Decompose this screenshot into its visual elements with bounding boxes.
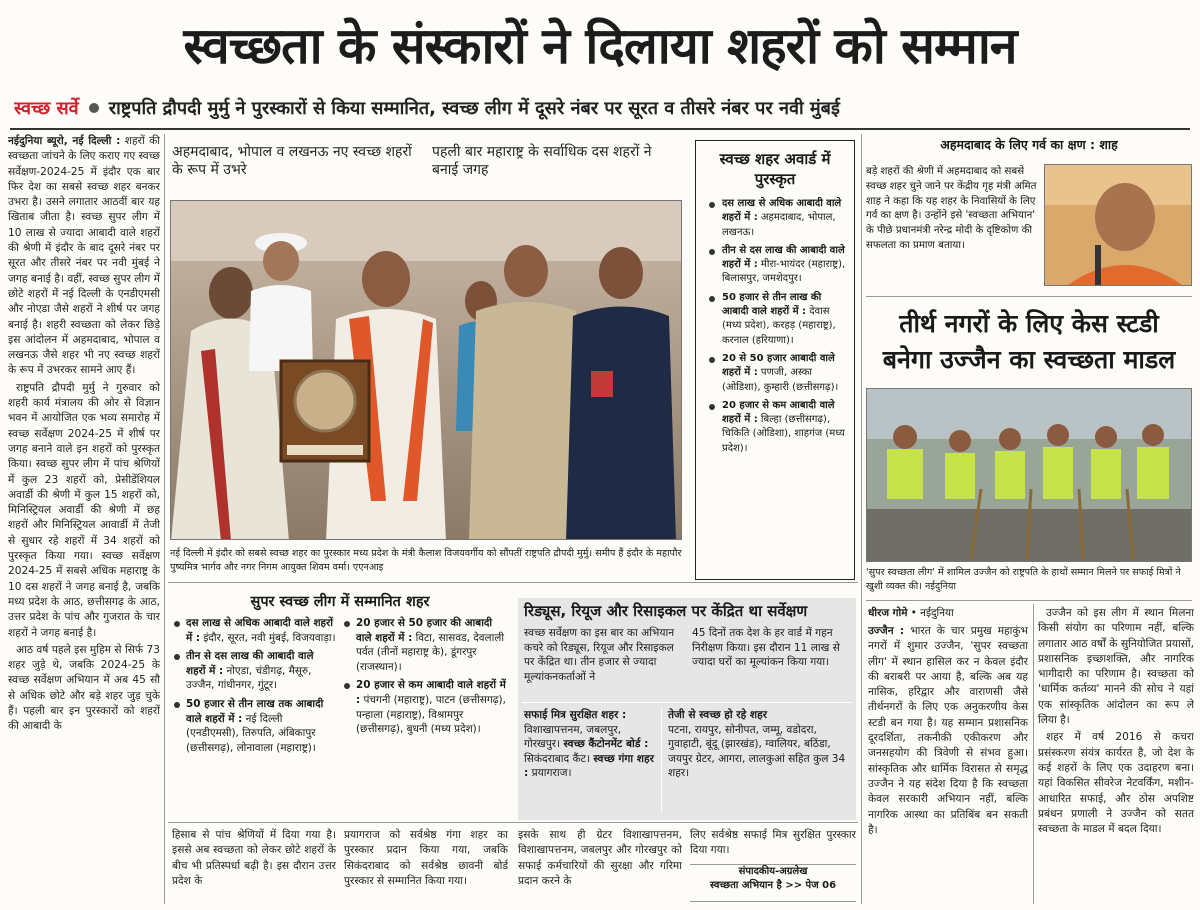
subheadline bbox=[14, 92, 1194, 126]
ujjain-byline: धीरज गोमे • नईदुनिया bbox=[868, 607, 954, 619]
list-item: 20 हजार से 50 हजार की आबादी वाले शहरों में : विटा, सासवड, देवलाली पर्वत (तीनों महाराष्ट्र के), डूंगरपुर (राजस्थान)। bbox=[342, 616, 506, 674]
section-divider bbox=[168, 582, 858, 583]
list-item: 50 हजार से तीन लाख तक आबादी वाले शहरों में : नई दिल्ली (एनडीएमसी), तिरुपति, अंबिकापुर (छत्तीसगढ़), लोनावाला (महाराष्ट्र)। bbox=[172, 697, 336, 755]
headline: स्वच्छता के संस्कारों ने दिलाया शहरों को सम्मान bbox=[183, 17, 1017, 75]
bottom-col-3: इसके साथ ही ग्रेटर विशाखापत्तनम, विशाखापत्तनम, जबलपुर और गोरखपुर को सफाई कर्मचारियों की सुरक्षा और गरिमा प्रदान करने के bbox=[518, 829, 682, 887]
reduce-reuse-box bbox=[518, 598, 856, 820]
list-item: तीन से दस लाख की आबादी वाले शहरों में : नोएडा, चंडीगढ़, मैसूरु, उज्जैन, गांधीनगर, गुंटूर। bbox=[172, 649, 336, 693]
section-divider bbox=[866, 600, 1192, 601]
ujjain-title: तीर्थ नगरों के लिए केस स्टडी बनेगा उज्जैन का स्वच्छता माडल bbox=[882, 309, 1176, 374]
top-rule bbox=[10, 128, 1190, 130]
column-divider bbox=[861, 134, 862, 904]
ujjain-col-2: उज्जैन को इस लीग में स्थान मिलना किसी संयोग का परिणाम नहीं, बल्कि लगातार आठ वर्षों के सुनियोजित प्रयासों, प्रशासनिक इच्छाशक्ति, और नागरिक भागीदारी का परिणाम है। स्वच्छता को 'धार्मिक कर्तव्य' मानने की सोच ने यहां एक सांस्कृतिक आंदोलन का रूप ले लिया है। शहर में वर्ष 2016 से कचरा प्रसंस्करण संयंत्र कार्यरत है, जो देश के कई शहरों के लिए एक उदाहरण बना। यहां विकसित सीवरेज नेटवर्किंग, मशीन-आधारित सफाई, और ठोस अपशिष्ट प्रबंधन प्रणाली ने उज्जैन को सतत स्वच्छता के माडल में बदल दिया। bbox=[1038, 607, 1194, 836]
list-item: 20 हजार से कम आबादी वाले शहरों में : बिल्हा (छत्तीसगढ़), चिकिति (ओडिशा), शाहगंज (मध्य प्रदेश)। bbox=[706, 399, 846, 456]
bottom-col-4: लिए सर्वश्रेष्ठ सफाई मित्र सुरक्षित पुरस्कार दिया गया। bbox=[690, 829, 856, 857]
reduce-box-title: रिड्यूस, रियूज और रिसाइकल पर केंद्रित था सर्वेक्षण bbox=[524, 602, 808, 620]
byline: नईदुनिया ब्यूरो, नई दिल्ली : bbox=[8, 135, 121, 147]
list-item: 20 से 50 हजार आबादी वाले शहरों में : पणजी, अस्का (ओडिशा), कुम्हारी (छत्तीसगढ़)। bbox=[706, 352, 846, 395]
shah-photo bbox=[1044, 164, 1192, 286]
ujjain-photo-caption: 'सुपर स्वच्छता लीग' में शामिल उज्जैन को राष्ट्रपति के हाथों सम्मान मिलने पर सफाई मित्रों ने खुशी व्यक्त की। नईदुनिया bbox=[866, 567, 1181, 592]
section-divider bbox=[168, 822, 858, 823]
award-box-title: स्वच्छ शहर अवार्ड में पुरस्कृत bbox=[719, 150, 831, 188]
shah-text: बड़े शहरों की श्रेणी में अहमदाबाद को सबसे स्वच्छ शहर चुने जाने पर केंद्रीय गृह मंत्री अमित शाह ने कहा कि यह शहर के निवासियों के लिए गर्व का क्षण है। उन्होंने इसे 'स्वच्छता अभियान' के पीछे प्रधानमंत्री नरेन्द्र मोदी के दृष्टिकोण की सफलता का प्रमाण बताया। bbox=[866, 166, 1037, 251]
deck-left: अहमदाबाद, भोपाल व लखनऊ नए स्वच्छ शहरों के रूप में उभरे bbox=[172, 144, 412, 178]
portrait-photo bbox=[1045, 165, 1192, 286]
kicker: स्वच्छ सर्वे bbox=[14, 98, 79, 119]
column-divider bbox=[164, 134, 165, 904]
section-divider bbox=[866, 296, 1192, 297]
super-league-col2 bbox=[342, 616, 506, 816]
editorial-reference[interactable]: संपादकीय-अग्रलेख स्वच्छता अभियान है >> पेज 06 bbox=[690, 864, 856, 902]
award-list bbox=[696, 195, 854, 456]
bullet-dot-icon bbox=[89, 103, 99, 113]
super-league-title: सुपर स्वच्छ लीग में सम्मानित शहर bbox=[250, 594, 430, 610]
reduce-box-text-right: 45 दिनों तक देश के हर वार्ड में गहन निरीक्षण किया। इस दौरान 11 लाख से ज्यादा घरों का मूल्यांकन किया गया। bbox=[692, 627, 840, 668]
special-awards: सफाई मित्र सुरक्षित शहर : विशाखापत्तनम, जबलपुर, गोरखपुर। स्वच्छ कैंटोनमेंट बोर्ड : सिकंदराबाद कैंट। स्वच्छ गंगा शहर : प्रयागराज। bbox=[524, 709, 654, 779]
main-photo bbox=[170, 200, 682, 540]
reduce-box-vdivider bbox=[661, 708, 662, 812]
award-box bbox=[695, 140, 855, 580]
bottom-col-1: हिसाब से पांच श्रेणियों में दिया गया है। इससे अब स्वच्छता को लेकर छोटे शहरों के बीच भी प्रतिस्पर्धा बढ़ी है। इस दौरान उत्तर प्रदेश के bbox=[172, 829, 336, 887]
left-column-para-3: आठ वर्ष पहले इस मुहिम से सिर्फ 73 शहर जुड़े थे, जबकि 2024-25 के स्वच्छ सर्वेक्षण अभियान में अब 45 सौ से अधिक छोटे और बड़े शहर जुड़ चुके हैं। पहली बार इन पुरस्कारों को शहरों की आबादी के bbox=[8, 643, 160, 733]
super-league-col1 bbox=[172, 616, 336, 816]
left-column-para-1: नईदुनिया ब्यूरो, नई दिल्ली : शहरों की स्वच्छता जांचने के लिए कराए गए स्वच्छ सर्वेक्षण-2024-25 में इंदौर एक बार फिर देश का सबसे स्वच्छ शहर बनकर उभरा है। उसने लगातार आठवीं बार यह खिताब जीता है। स्वच्छ सुपर लीग में 10 लाख से ज्यादा आबादी वाले शहरों की श्रेणी में इंदौर के बाद दूसरे नंबर पर सूरत और तीसरे नंबर पर नवी मुंबई ने जगह बनाई है। वहीं, स्वच्छ सुपर लीग में छोटे शहरों में नई दिल्ली के एनडीएमसी और नोएडा जैसे शहरों ने शीर्ष पर जगह बनाई है। शहरी स्वच्छता को लेकर छिड़े इस आंदोलन में अहमदाबाद, भोपाल व लखनऊ जैसे शहर भी नए स्वच्छ शहरों के रूप में उभरकर सामने आए हैं। bbox=[8, 135, 160, 377]
ujjain-col-1: उज्जैन : भारत के चार प्रमुख महाकुंभ नगरों में शुमार उज्जैन, 'सुपर स्वच्छता लीग' में स्थान हासिल कर न केवल इंदौर की बराबरी पर आया है, बल्कि अब यह नासिक, हरिद्वार और वाराणसी जैसे तीर्थनगरों के लिए एक अनुकरणीय केस स्टडी बन गया है। यह सम्मान प्रशासनिक दूरदर्शिता, तकनीकी एकीकरण और जनसहयोग की त्रिवेणी से संभव हुआ। सांस्कृतिक और धार्मिक विरासत से समृद्ध उज्जैन ने यह संदेश दिया है कि स्वच्छता केवल सरकारी अभियान नहीं, बल्कि नागरिक आस्था का प्रतिबिंब बन सकती है। bbox=[868, 625, 1028, 836]
list-item: तीन से दस लाख की आबादी वाले शहरों में : मीरा-भायंदर (महाराष्ट्र), बिलासपुर, जमशेदपुर। bbox=[706, 244, 846, 287]
sanitation-workers-photo bbox=[867, 389, 1192, 562]
reduce-box-divider bbox=[522, 702, 852, 703]
ujjain-photo bbox=[866, 388, 1192, 562]
deck-right: पहली बार महाराष्ट्र के सर्वाधिक दस शहरों ने बनाई जगह bbox=[432, 144, 652, 178]
list-item: दस लाख से अधिक आबादी वाले शहरों में : अहमदाबाद, भोपाल, लखनऊ। bbox=[706, 197, 846, 240]
column-divider bbox=[1033, 604, 1034, 904]
left-column-para-2: राष्ट्रपति द्रौपदी मुर्मु ने गुरुवार को शहरी कार्य मंत्रालय की ओर से विज्ञान भवन में आयोजित एक भव्य समारोह में स्वच्छ सर्वेक्षण 2024-25 में शीर्ष पर जगह बनाने वाले इन शहरों को पुरस्कृत किया। स्वच्छ सुपर लीग में पांच श्रेणियों में कुल 23 शहरों को, प्रेसीडेंशियल अवार्डी की श्रेणी में कुल 15 शहरों को, मिनिस्ट्रियल अवार्डी की श्रेणी में छह शहरों और मिनिस्ट्रियल आवार्डी में तेजी से सुधार रहे शहरों में 34 शहरों को पुरस्कृत किया गया। स्वच्छ सर्वेक्षण 2024-25 में सबसे अधिक महाराष्ट्र के 10 दस शहरों ने जगह बनाई है, जबकि मध्य प्रदेश के आठ, छत्तीसगढ़ के आठ, उत्तर प्रदेश के पांच और गुजरात के चार शहरों ने जगह बनाई है। bbox=[8, 381, 160, 639]
photo-credit: एएनआइ bbox=[352, 561, 384, 573]
list-item: दस लाख से अधिक आबादी वाले शहरों में : इंदौर, सूरत, नवी मुंबई, विजयवाड़ा। bbox=[172, 616, 336, 645]
subheadline-text: राष्ट्रपति द्रौपदी मुर्मु ने पुरस्कारों से किया सम्मानित, स्वच्छ लीग में दूसरे नंबर पर सूरत व तीसरे नंबर पर नवी मुंबई bbox=[108, 98, 840, 119]
main-photo-caption: नई दिल्ली में इंदौर को सबसे स्वच्छ शहर का पुरस्कार मध्य प्रदेश के मंत्री कैलाश विजयवर्गीय को सौंपतीं राष्ट्रपति द्रौपदी मुर्मु। समीप हैं इंदौर के महापौर पुष्यमित्र भार्गव और नगर निगम आयुक्त शिवम वर्मा। एएनआइ bbox=[170, 548, 682, 573]
left-column bbox=[8, 134, 160, 904]
award-ceremony-photo bbox=[171, 201, 682, 540]
fast-improving-cities: तेजी से स्वच्छ हो रहे शहर पटना, रायपुर, सोनीपत, जम्मू, वडोदरा, गुवाहाटी, बूंदू (झारखंड), ग्वालियर, बठिंडा, जयपुर ग्रेटर, आगरा, लालकुआं सहित कुल 34 शहर। bbox=[668, 709, 846, 779]
list-item: 20 हजार से कम आबादी वाले शहरों में : पंचगनी (महाराष्ट्र), पाटन (छत्तीसगढ़), पन्हाला (महाराष्ट्र), विश्रामपुर (छत्तीसगढ़), बुधनी (मध्य प्रदेश)। bbox=[342, 678, 506, 736]
reduce-box-text-left: स्वच्छ सर्वेक्षण का इस बार का अभियान कचरे को रिड्यूस, रियूज और रिसाइकल पर केंद्रित था। तीन हजार से ज्यादा मूल्यांकनकर्ताओं ने bbox=[524, 627, 675, 683]
shah-title: अहमदाबाद के लिए गर्व का क्षण : शाह bbox=[940, 137, 1118, 152]
list-item: 50 हजार से तीन लाख की आबादी वाले शहरों में : देवास (मध्य प्रदेश), करहड़ (महाराष्ट्र), करनाल (हरियाणा)। bbox=[706, 291, 846, 348]
bottom-col-2: प्रयागराज को सर्वश्रेष्ठ गंगा शहर का पुरस्कार प्रदान किया गया, जबकि सिकंदराबाद को सर्वश्रेष्ठ छावनी बोर्ड पुरस्कार से सम्मानित किया गया। bbox=[344, 829, 508, 887]
